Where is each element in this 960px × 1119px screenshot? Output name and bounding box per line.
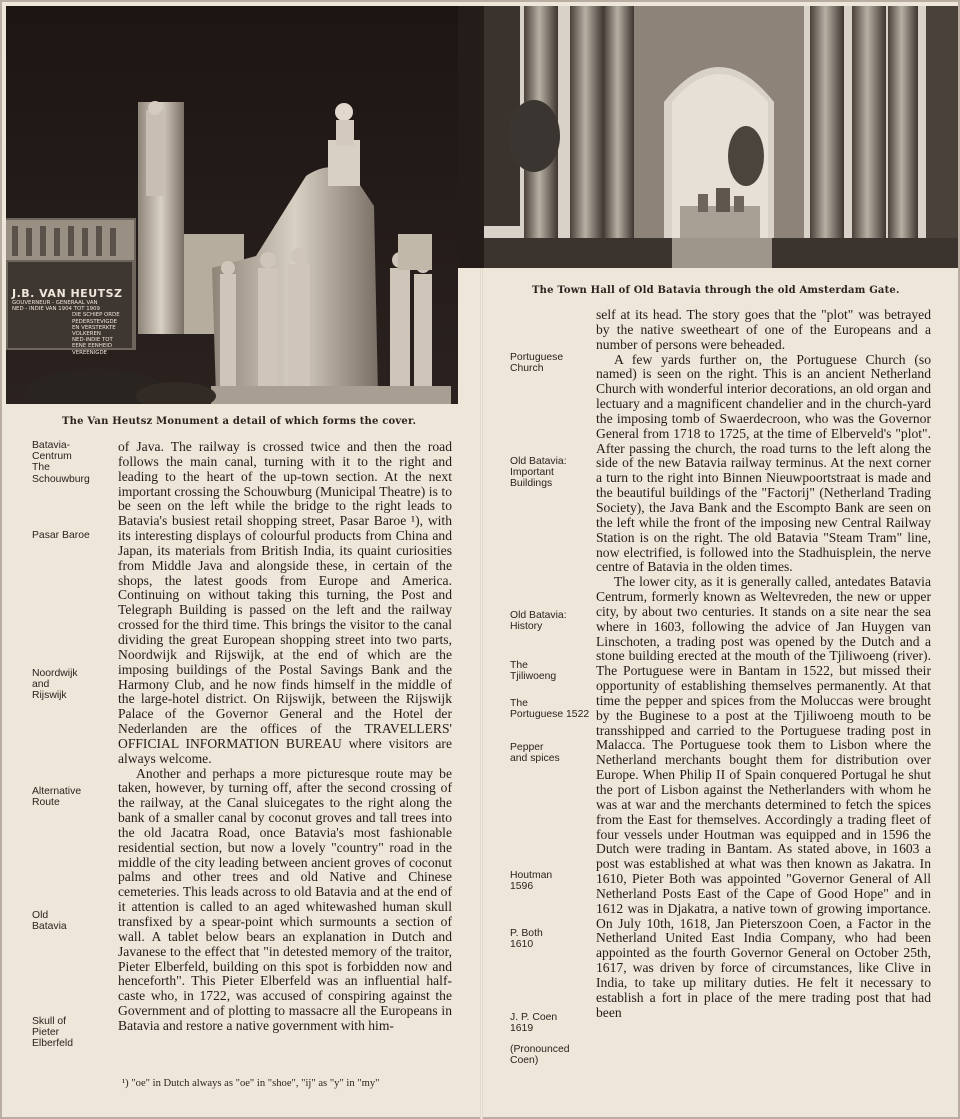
margin-note: Old Batavia xyxy=(32,910,67,933)
inscription-line: VEREENIGDE xyxy=(72,349,108,356)
paragraph: The lower city, as it is generally called, antedates Batavia Centrum, formerly known as Weltevreden, the new or upper city, by about two centuries. It stands on a site near the sea where in 1603, following the advice of Jan Huygen van Linschoten, a trading post was opened by the Dutch and a stone building erected at the mouth of the Tjiliwoeng (river). The Portuguese were in Bantam in 1522, but missed their opportunity of establishing themselves permanently. At that time the pepper and spices from the Moluccas were brought by the Buginese to a post at the Tjiliwoeng mouth to be transshipped and carried to the Portuguese trading post in Malacca. The Portuguese took them to Lisbon where the Netherland merchants bought them for distribution over Europe. When Philip II of Spain conquered Portugal he shut the port of Lisbon against the Netherlanders with whom he was at war and the merchants determined to fetch the spices from the East for themselves. Accordingly a trading fleet of four vessels under Houtman was equipped and in 1596 the Dutch were trading in Bantam. As stated above, in 1603 a post was established at what was then known as Jakatra. In 1610, Pieter Both was appointed "Governor General of All Netherland Posts East of the Cape of Good Hope" and in 1612 was in Djakatra, a native town of growing importance. On July 10th, 1618, Jan Pieterszoon Coen, a Factor in the Netherland United East India Company, who had been appointed as the fourth Governor General on October 25th, 1617, was driven by force of circumstances, like Clive in India, to take up military duties. He felt it necessary to establish a fort in place of the mere trading post that had been xyxy=(596,574,931,1020)
inscription-line: EN VERSTERKTE xyxy=(72,324,116,331)
inscription-line: VOLKEREN xyxy=(72,331,101,338)
inscription-line: NED - INDIE VAN 1904 TOT 1909 xyxy=(12,306,100,313)
margin-note: Noordwijk and Rijswijk xyxy=(32,668,78,702)
inscription-line: PEDERSTEVIGDE xyxy=(72,318,118,325)
monument-inscription xyxy=(12,288,130,356)
gate-illustration xyxy=(484,6,958,268)
margin-note: The Tjiliwoeng xyxy=(510,660,557,683)
margin-note: Alternative Route xyxy=(32,786,82,809)
margin-note: J. P. Coen 1619 xyxy=(510,1012,558,1035)
inscription-line: J.B. VAN HEUTSZ xyxy=(12,287,123,300)
margin-note: The Portuguese 1522 xyxy=(510,698,590,721)
paragraph: self at its head. The story goes that the "plot" was betrayed by the native sweetheart of one of the Europeans and a number of persons were beheaded. xyxy=(596,307,931,352)
margin-note: Skull of Pieter Elberfeld xyxy=(32,1016,74,1050)
photo-divider xyxy=(458,6,484,268)
inscription-line: NED-INDIE TOT xyxy=(72,337,113,344)
inscription-line: GOUVERNEUR - GENERAAL VAN xyxy=(12,300,98,306)
photo-caption-left: The Van Heutsz Monument a detail of which forms the cover. xyxy=(62,416,417,427)
paragraph: of Java. The railway is crossed twice and then the road follows the main canal, turning with it to the right and leading to the heart of the up-town section. At the next important crossing the Schouwburg (Municipal Theatre) is to be seen on the left while the bridge to the right leads to Batavia's busiest retail shopping street, Pasar Baroe ¹), with its interesting displays of colourful products from China and Japan, its materials from British India, its quaint curiosities from Middle Java and alongside these, in certain of the shops, the latest goods from Europe and America. Continuing on without taking this turning, the Post and Telegraph Building is passed on the left and the railway crossed for the third time. This brings the visitor to the canal dividing the great European shopping street into two parts, Noordwijk and Rijswijk, at the end of which are the imposing buildings of the Postal Savings Bank and the Harmony Club, and he now finds himself in the middle of the large-hotel district. On Rijswijk, between the Rijswijk Palace of the Governor General and the Hotel der Nederlanden are the offices of the TRAVELLERS' OFFICIAL INFORMATION BUREAU where visitors are always welcome. xyxy=(118,439,452,766)
margin-note: P. Both 1610 xyxy=(510,928,543,951)
van-heutsz-monument-photo xyxy=(6,6,458,404)
margin-note: Batavia- Centrum The Schouwburg xyxy=(32,440,90,485)
margin-note: Portuguese Church xyxy=(510,352,564,375)
margin-note: Old Batavia: Important Buildings xyxy=(510,456,567,490)
photo-caption-right: The Town Hall of Old Batavia through the old Amsterdam Gate. xyxy=(532,285,900,296)
right-text-column xyxy=(596,308,931,1021)
paragraph: A few yards further on, the Portuguese Church (so named) is seen on the right. This is an ancient Netherland Church with wonderful interior decorations, an old organ and lectuary and a magnificent chandelier and in the church-yard the imposing tomb of Swaerdecroon, who was the Governor General from 1718 to 1725, at the time of Elberveld's "plot". After passing the church, the road turns to the left along the side of the new Batavia railway terminus. At the next corner a turn to the right into Binnen Nieuwpoortstraat is made and the beautiful buildings of the "Factorij" (Netherland Trading Society), the Java Bank and the Escompto Bank are seen on the left while the front of the imposing new Central Railway Station is on the right. The old Batavia "Steam Tram" line, now electrified, is followed into the Stadhuisplein, the nerve centre of Batavia in the olden times. xyxy=(596,351,931,575)
margin-note: Houtman 1596 xyxy=(510,870,553,893)
inscription-line: DIE SCHIEP ORDE xyxy=(72,312,120,319)
amsterdam-gate-photo xyxy=(484,6,958,268)
page-fold xyxy=(480,268,483,1119)
left-text-column xyxy=(118,440,452,1034)
paragraph: Another and perhaps a more picturesque route may be taken, however, by turning off, after the second crossing of the railway, at the Canal sluicegates to the right along the bank of a smaller canal by coconut groves and tall trees into the old Jacatra Road, once Batavia's most fashionable residential section, but now a lovely "country" road in the middle of the city leading between ancient groves of coconut palms and other trees and old Native and Chinese cemeteries. This leads across to old Batavia and at the end of it attention is called to an aged whitewashed human skull transfixed by a spear-point which surmounts a section of wall. A tablet below bears an explanation in Dutch and Javanese to the effect that "in detested memory of the traitor, Pieter Elberfeld, building on this spot is forbidden now and henceforth". This Pieter Elberfeld was an influential half-caste who, in 1722, was accused of conspiring against the Government and of plotting to massacre all the Europeans in Batavia and restore a native government with him- xyxy=(118,765,452,1033)
footnote: ¹) "oe" in Dutch always as "oe" in "shoe", "ij" as "y" in "my" xyxy=(122,1078,380,1089)
margin-note: (Pronounced Coen) xyxy=(510,1044,570,1067)
margin-note: Pepper and spices xyxy=(510,742,560,765)
margin-note: Old Batavia: History xyxy=(510,610,567,633)
margin-note: Pasar Baroe xyxy=(32,530,90,541)
inscription-line: EENE EENHEID xyxy=(72,343,113,350)
